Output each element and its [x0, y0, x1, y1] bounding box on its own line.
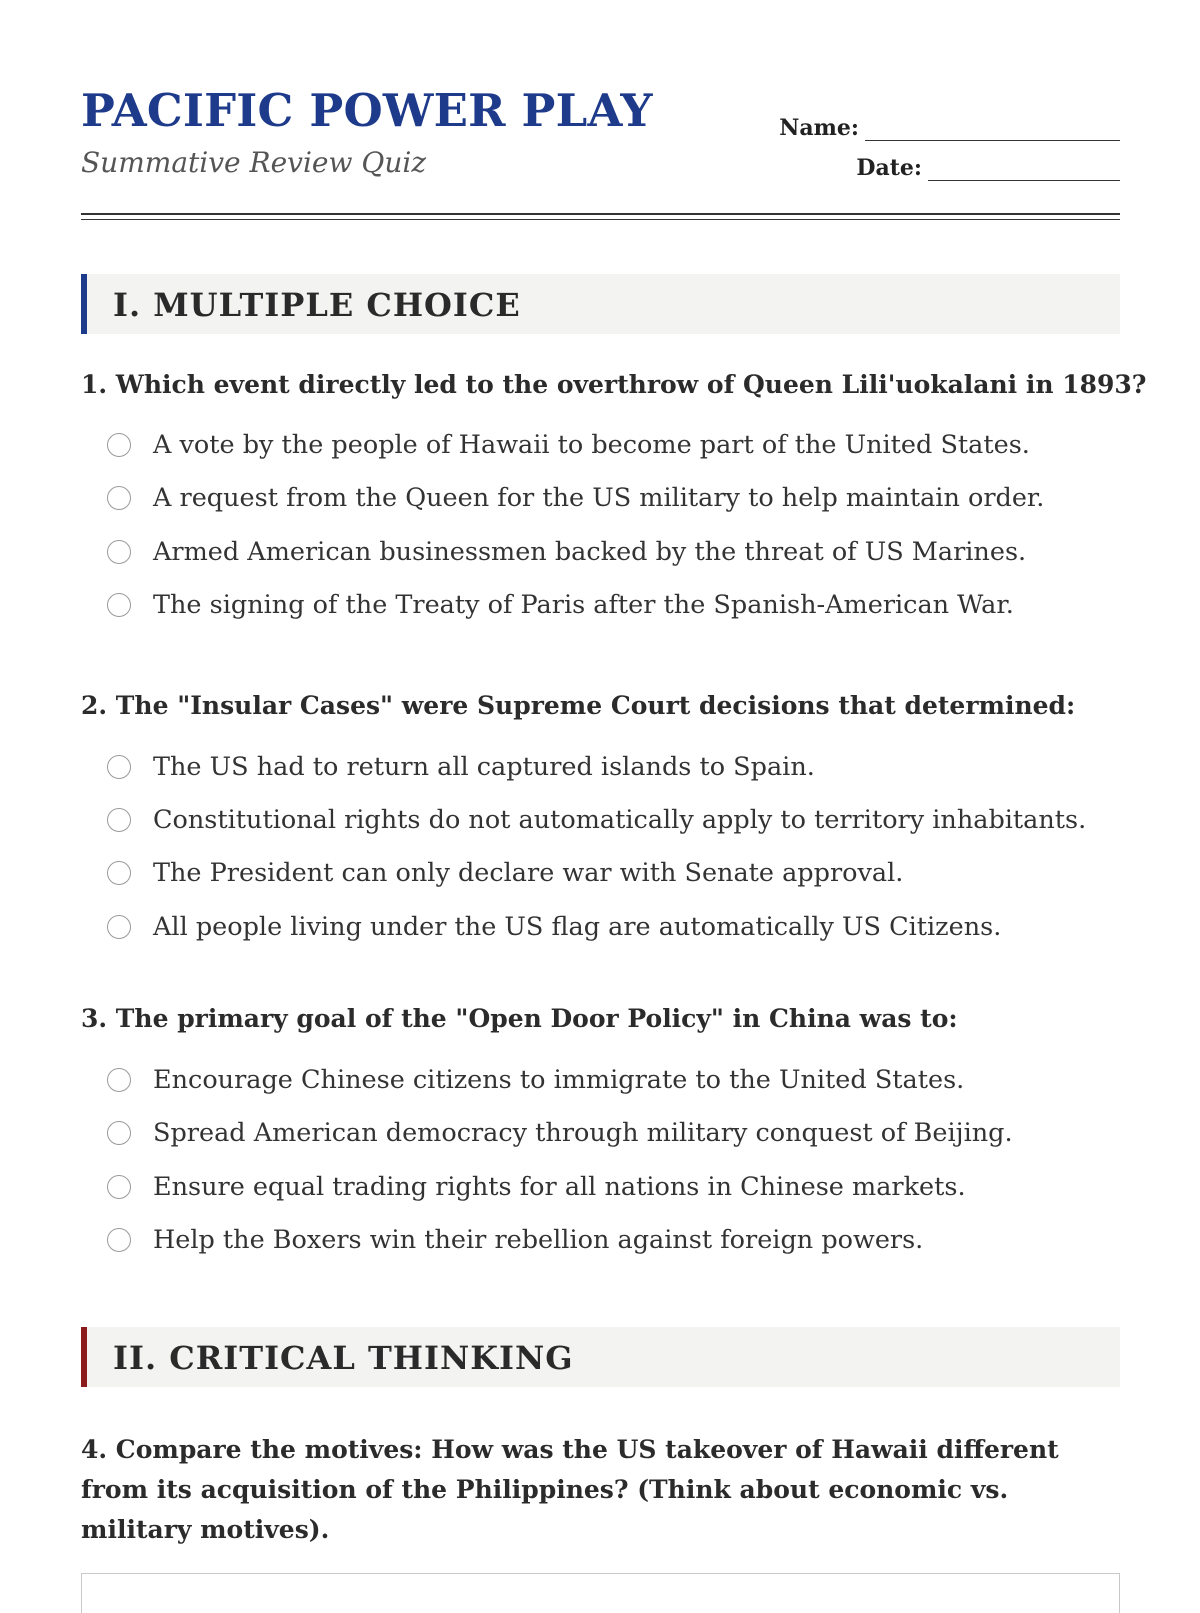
q1-option-c[interactable]: [107, 537, 1026, 567]
radio-button[interactable]: [107, 1121, 131, 1145]
section-heading-multiple-choice: I. MULTIPLE CHOICE: [81, 274, 1120, 334]
radio-button[interactable]: [107, 433, 131, 457]
date-field[interactable]: [856, 155, 1120, 181]
question-4: 4. Compare the motives: How was the US takeover of Hawaii different from its acquisition of the Philippines? (Think about economic vs. military motives).: [81, 1435, 1059, 1544]
quiz-header: [81, 0, 1120, 222]
q2-option-b[interactable]: [107, 805, 1086, 835]
radio-button[interactable]: [107, 486, 131, 510]
date-blank-line[interactable]: [928, 160, 1120, 181]
option-label: The President can only declare war with Senate approval.: [153, 858, 904, 888]
date-label: Date:: [856, 155, 922, 181]
q1-option-b[interactable]: [107, 483, 1044, 513]
radio-button[interactable]: [107, 755, 131, 779]
question-2: 2. The "Insular Cases" were Supreme Court decisions that determined:: [81, 691, 1076, 720]
option-label: Ensure equal trading rights for all nations in Chinese markets.: [153, 1172, 966, 1202]
radio-button[interactable]: [107, 593, 131, 617]
q2-option-a[interactable]: [107, 752, 815, 782]
section-heading-critical-thinking: II. CRITICAL THINKING: [81, 1327, 1120, 1387]
option-label: A request from the Queen for the US military to help maintain order.: [153, 483, 1045, 513]
question-3: 3. The primary goal of the "Open Door Policy" in China was to:: [81, 1004, 958, 1033]
name-blank-line[interactable]: [865, 120, 1120, 141]
quiz-subtitle: Summative Review Quiz: [81, 146, 427, 179]
quiz-title: PACIFIC POWER PLAY: [81, 84, 653, 137]
q1-option-d[interactable]: [107, 590, 1014, 620]
radio-button[interactable]: [107, 1175, 131, 1199]
q2-option-c[interactable]: [107, 858, 903, 888]
radio-button[interactable]: [107, 1228, 131, 1252]
option-label: The US had to return all captured islands to Spain.: [153, 752, 815, 782]
option-label: A vote by the people of Hawaii to become part of the United States.: [153, 430, 1030, 460]
name-field[interactable]: [779, 115, 1120, 141]
option-label: Encourage Chinese citizens to immigrate to the United States.: [153, 1065, 965, 1095]
option-label: Help the Boxers win their rebellion against foreign powers.: [153, 1225, 924, 1255]
header-divider-thin: [81, 219, 1120, 220]
q3-option-d[interactable]: [107, 1225, 923, 1255]
question-1: 1. Which event directly led to the overthrow of Queen Lili'uokalani in 1893?: [81, 370, 1147, 399]
radio-button[interactable]: [107, 808, 131, 832]
q3-option-c[interactable]: [107, 1172, 966, 1202]
q1-option-a[interactable]: [107, 430, 1030, 460]
q4-answer-box[interactable]: [81, 1573, 1120, 1613]
radio-button[interactable]: [107, 861, 131, 885]
option-label: Spread American democracy through military conquest of Beijing.: [153, 1118, 1013, 1148]
option-label: All people living under the US flag are automatically US Citizens.: [153, 912, 1002, 942]
name-label: Name:: [779, 115, 859, 141]
header-divider: [81, 213, 1120, 215]
radio-button[interactable]: [107, 1068, 131, 1092]
option-label: Armed American businessmen backed by the threat of US Marines.: [153, 537, 1027, 567]
radio-button[interactable]: [107, 540, 131, 564]
q3-option-b[interactable]: [107, 1118, 1013, 1148]
q2-option-d[interactable]: [107, 912, 1001, 942]
option-label: The signing of the Treaty of Paris after the Spanish-American War.: [153, 590, 1014, 620]
option-label: Constitutional rights do not automatically apply to territory inhabitants.: [153, 805, 1087, 835]
q3-option-a[interactable]: [107, 1065, 964, 1095]
radio-button[interactable]: [107, 915, 131, 939]
